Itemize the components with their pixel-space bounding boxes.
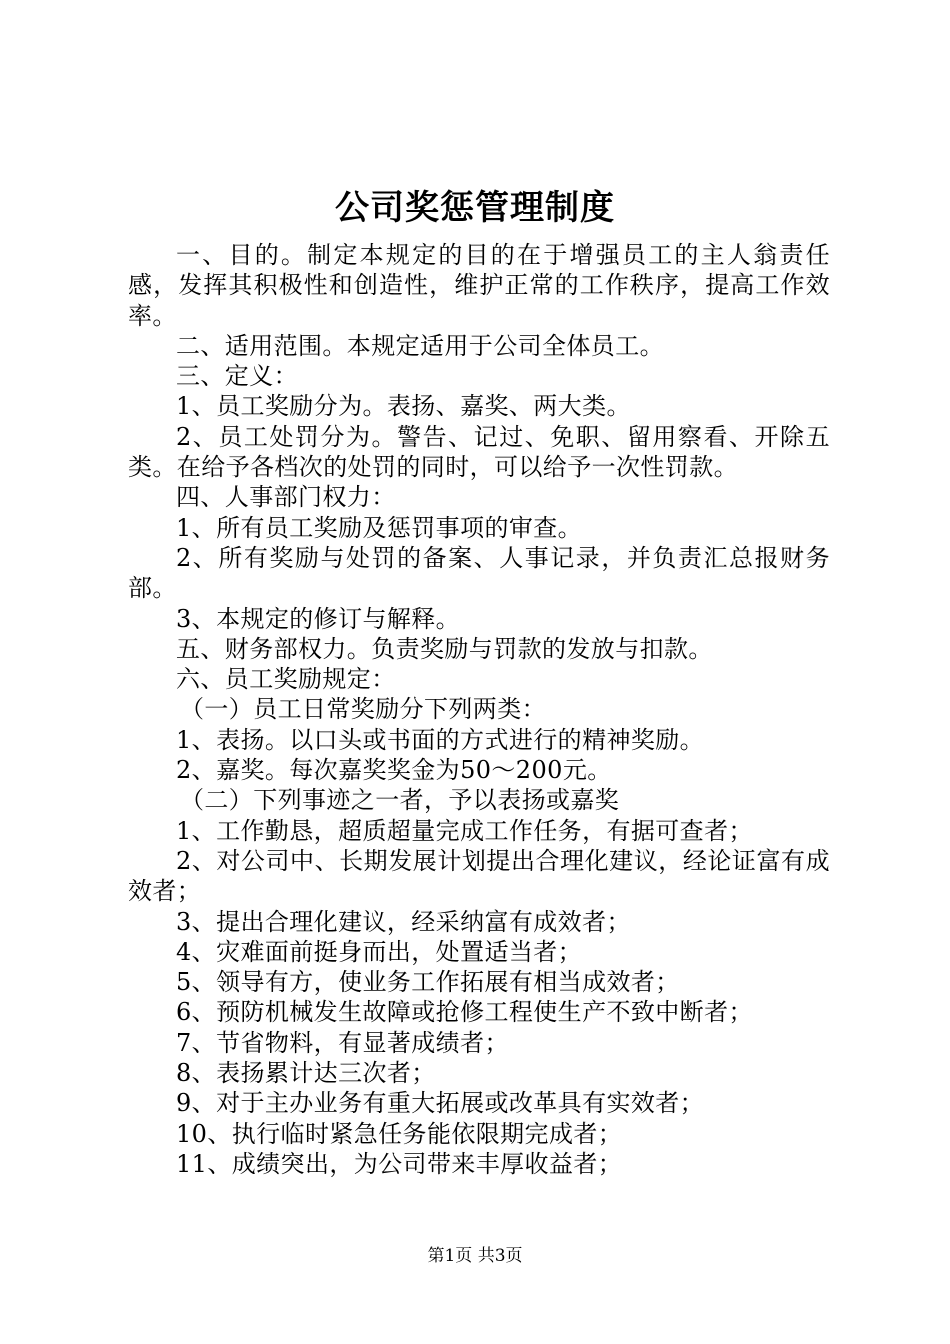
paragraph-scope: 二、适用范围。本规定适用于公司全体员工。 bbox=[176, 331, 664, 360]
list-item: 2、对公司中、长期发展计划提出合理化建议，经论证富有成效者； bbox=[128, 846, 830, 906]
list-item: 10、执行临时紧急任务能依限期完成者； bbox=[176, 1119, 623, 1148]
paragraph-hr-item: 3、本规定的修订与解释。 bbox=[176, 604, 461, 633]
list-item: 5、领导有方，使业务工作拓展有相当成效者； bbox=[176, 968, 680, 997]
paragraph-reward-subheading: （一）员工日常奖励分下列两类： bbox=[180, 695, 546, 724]
paragraph-reward-subheading: （二）下列事迹之一者，予以表扬或嘉奖 bbox=[180, 786, 620, 815]
paragraph-reward-type: 1、表扬。以口头或书面的方式进行的精神奖励。 bbox=[176, 725, 705, 754]
list-item: 4、灾难面前挺身而出，处置适当者； bbox=[176, 937, 583, 966]
paragraph-definition-penalty: 2、员工处罚分为。警告、记过、免职、留用察看、开除五类。在给予各档次的处罚的同时，可以给予一次性罚款。 bbox=[128, 422, 830, 482]
list-item: 8、表扬累计达三次者； bbox=[176, 1059, 436, 1088]
paragraph-definition-reward: 1、员工奖励分为。表扬、嘉奖、两大类。 bbox=[176, 392, 631, 421]
paragraph-reward-heading: 六、员工奖励规定： bbox=[176, 665, 396, 694]
list-item: 7、节省物料，有显著成绩者； bbox=[176, 1028, 509, 1057]
paragraph-hr-heading: 四、人事部门权力： bbox=[176, 483, 396, 512]
paragraph-reward-type: 2、嘉奖。每次嘉奖奖金为50～200元。 bbox=[176, 756, 612, 785]
paragraph-hr-item: 2、所有奖励与处罚的备案、人事记录，并负责汇总报财务部。 bbox=[128, 543, 830, 603]
list-item: 3、提出合理化建议，经采纳富有成效者； bbox=[176, 907, 631, 936]
paragraph-finance: 五、财务部权力。负责奖励与罚款的发放与扣款。 bbox=[176, 634, 713, 663]
paragraph-definition-heading: 三、定义： bbox=[176, 362, 298, 391]
paragraph-purpose: 一、目的。制定本规定的目的在于增强员工的主人翁责任感，发挥其积极性和创造性，维护正常的工作秩序，提高工作效率。 bbox=[128, 241, 830, 330]
document-title: 公司奖惩管理制度 bbox=[335, 188, 615, 228]
list-item: 11、成绩突出，为公司带来丰厚收益者； bbox=[176, 1149, 623, 1178]
list-item: 6、预防机械发生故障或抢修工程使生产不致中断者； bbox=[176, 998, 753, 1027]
page-footer: 第1页 共3页 bbox=[427, 1246, 523, 1266]
list-item: 9、对于主办业务有重大拓展或改革具有实效者； bbox=[176, 1089, 705, 1118]
paragraph-hr-item: 1、所有员工奖励及惩罚事项的审查。 bbox=[176, 513, 583, 542]
list-item: 1、工作勤恳，超质超量完成工作任务，有据可查者； bbox=[176, 816, 753, 845]
document-body bbox=[128, 240, 830, 1179]
